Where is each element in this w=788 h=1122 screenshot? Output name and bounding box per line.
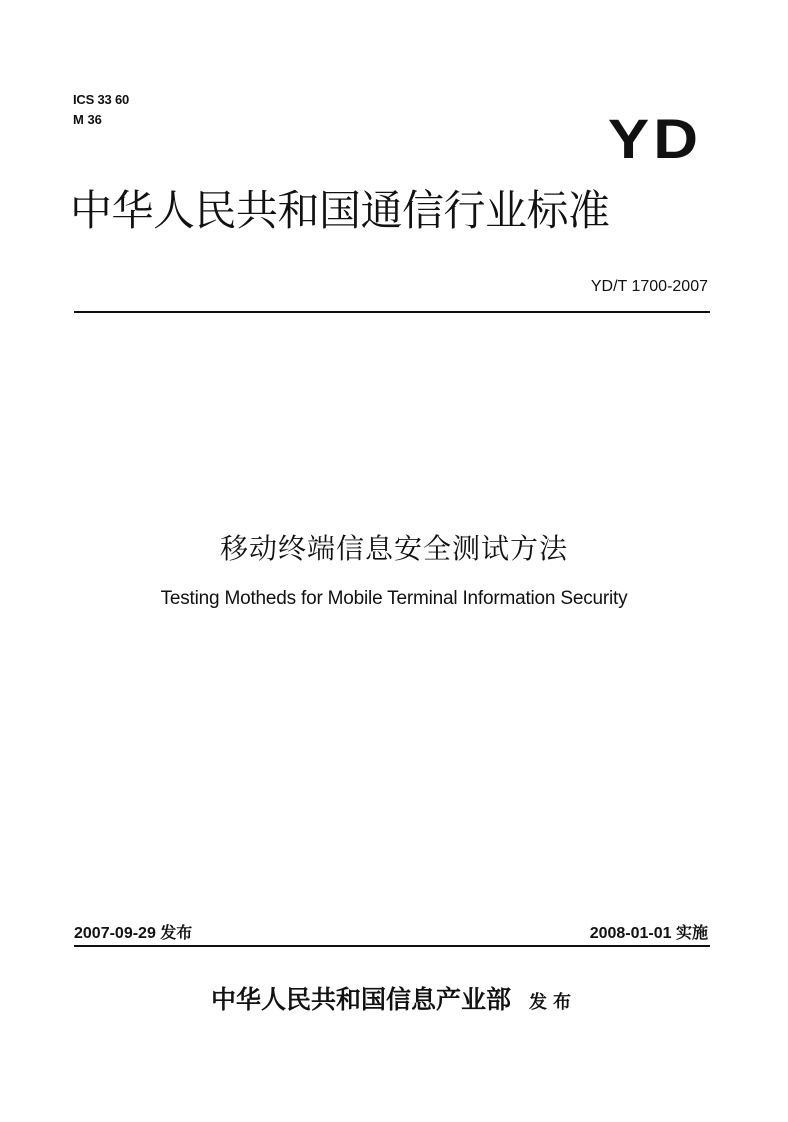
implementation-date: 2008-01-01 实施 (589, 925, 708, 942)
issuer-name: 中华人民共和国信息产业部 (210, 985, 511, 1014)
bottom-divider (74, 945, 710, 947)
issued-label: 发布 (529, 992, 577, 1013)
document-title-english: Testing Motheds for Mobile Terminal Information Security (160, 588, 628, 609)
classification-code: M 36 (73, 112, 102, 127)
issuing-authority (0, 980, 788, 1016)
ics-code: ICS 33 60 (73, 92, 130, 107)
standard-number: YD/T 1700-2007 (590, 278, 708, 295)
top-divider (74, 311, 710, 313)
issue-date: 2007-09-29 发布 (74, 925, 193, 942)
yd-logo: YD (607, 108, 702, 171)
standard-title: 中华人民共和国通信行业标准 (70, 186, 610, 235)
document-title-chinese: 移动终端信息安全测试方法 (219, 532, 568, 565)
